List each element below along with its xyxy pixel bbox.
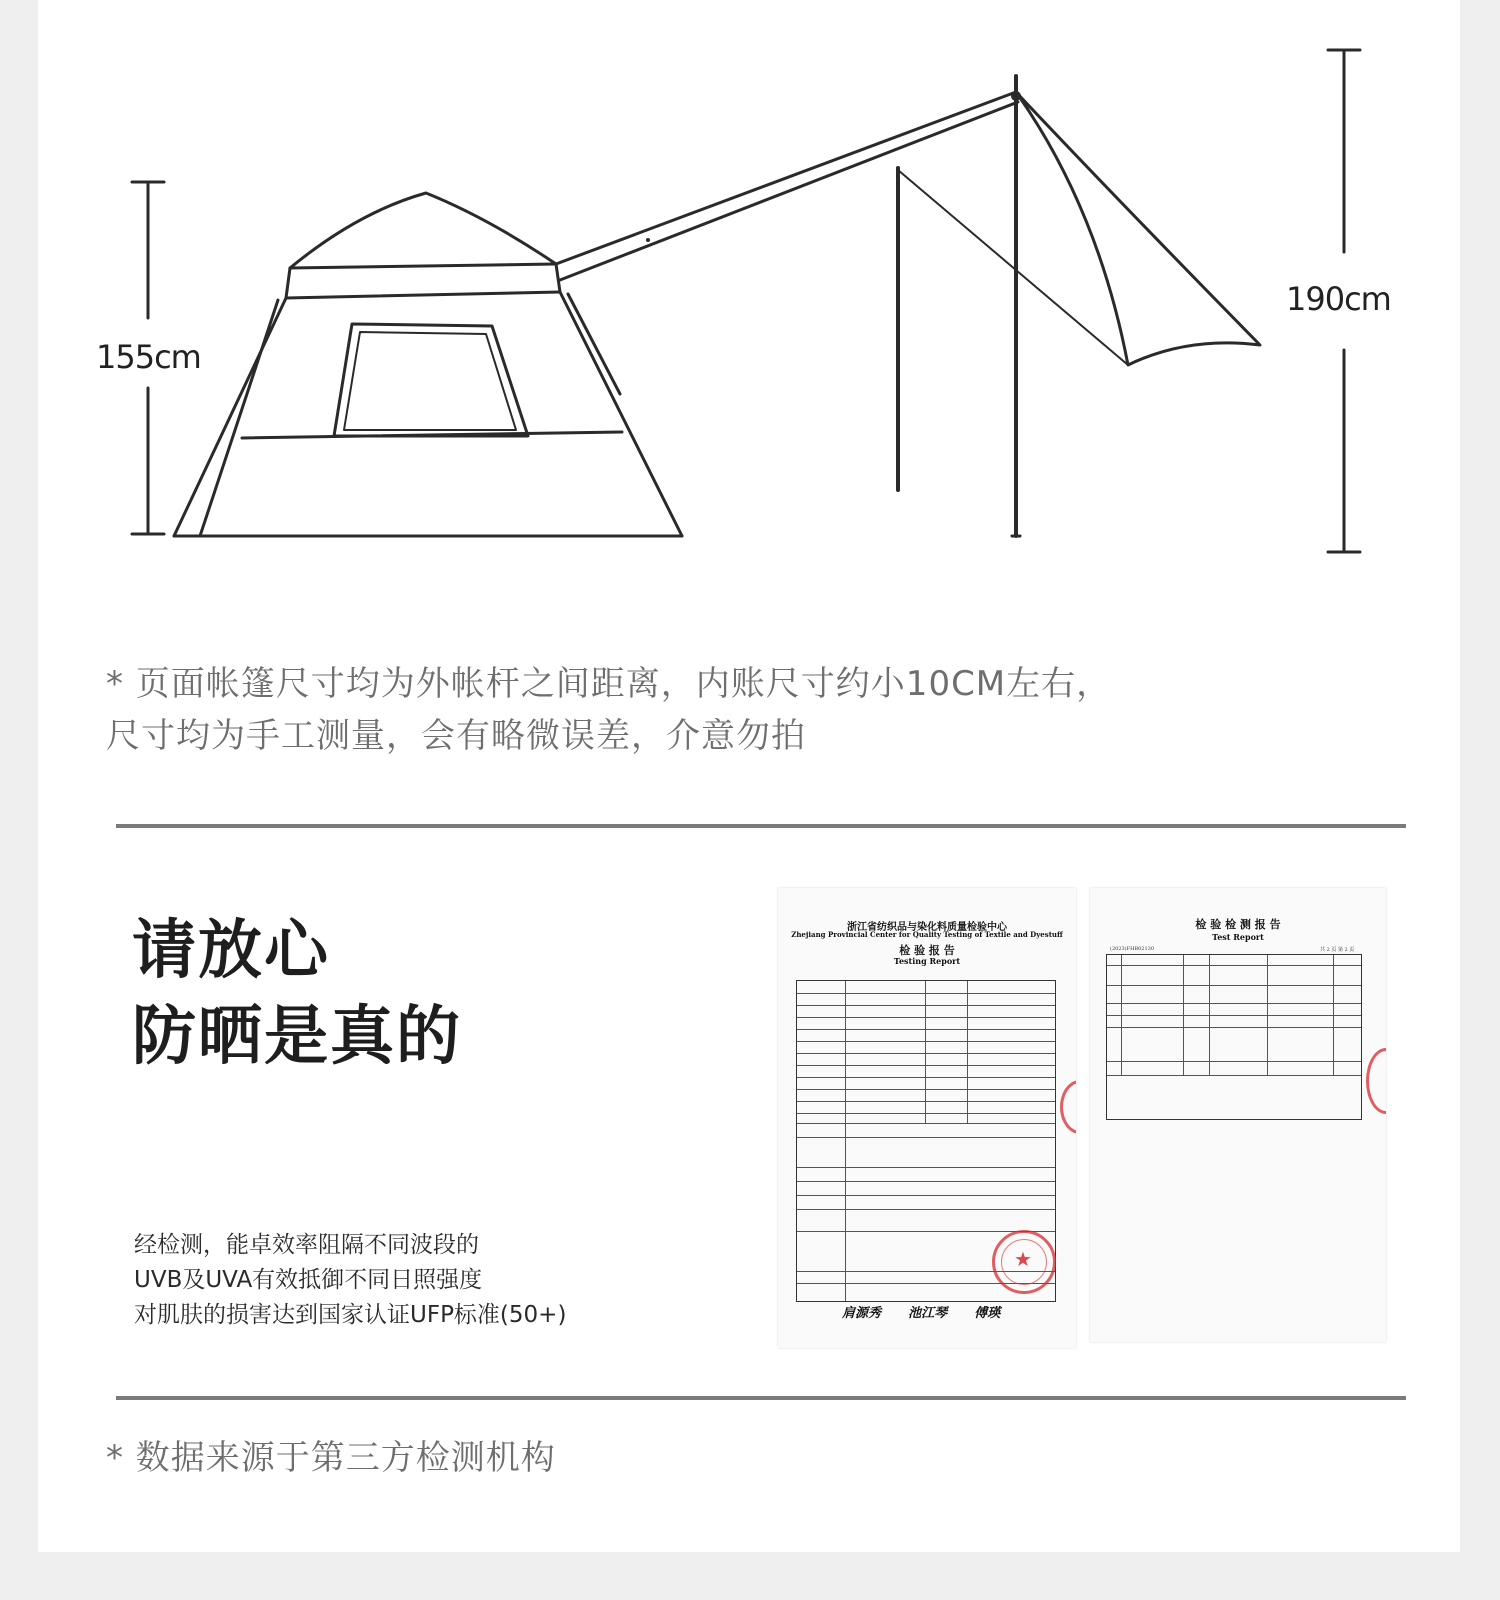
report2-number: (2023)FHB02130 (1110, 946, 1155, 952)
size-note-line1: * 页面帐篷尺寸均为外帐杆之间距离，内账尺寸约小10CM左右， (106, 664, 1112, 704)
canopy-height-label: 190cm (1286, 280, 1391, 318)
report1-red-stamp: ★ (992, 1230, 1056, 1294)
description-line1: 经检测，能卓效率阻隔不同波段的 (134, 1232, 479, 1258)
description-line3: 对肌肤的损害达到国家认证UFP标准(50+) (134, 1302, 567, 1328)
headline-line1: 请放心 (132, 914, 330, 988)
report2-side-stamp (1366, 1048, 1386, 1114)
report2-title-cn: 检 验 检 测 报 告 (1195, 918, 1281, 931)
divider-top (116, 824, 1406, 828)
headline-line2: 防晒是真的 (132, 1000, 462, 1074)
size-note (106, 658, 1111, 762)
report2-title-en: Test Report (1212, 932, 1264, 942)
report1-side-stamp (1060, 1080, 1076, 1134)
report1-org-cn: 浙江省纺织品与染化料质量检验中心 (847, 922, 1007, 933)
page-card (38, 0, 1460, 1552)
description-line2: UVB及UVA有效抵御不同日照强度 (134, 1267, 483, 1293)
divider-bottom (116, 1396, 1406, 1400)
size-note-line2: 尺寸均为手工测量，会有略微误差，介意勿拍 (106, 716, 806, 756)
source-note: * 数据来源于第三方检测机构 (106, 1438, 556, 1478)
tent-height-label: 155cm (96, 338, 201, 376)
test-report-image-2 (1090, 888, 1386, 1342)
test-report-image-1 (778, 888, 1076, 1348)
report1-title-cn: 检 验 报 告 (899, 944, 955, 957)
report2-page: 共 2 页 第 2 页 (1320, 947, 1355, 953)
report1-org-en: Zhejiang Provincial Center for Quality Testing of Textile and Dyestuff (791, 930, 1063, 939)
tent-dimension-diagram (38, 0, 1460, 600)
report1-signatures: 肩源秀 池江琴 傅瑛 (842, 1306, 1001, 1321)
headline (132, 908, 462, 1080)
uv-description (134, 1228, 566, 1333)
report1-title-en: Testing Report (893, 956, 961, 966)
report2-table (1106, 954, 1362, 1120)
